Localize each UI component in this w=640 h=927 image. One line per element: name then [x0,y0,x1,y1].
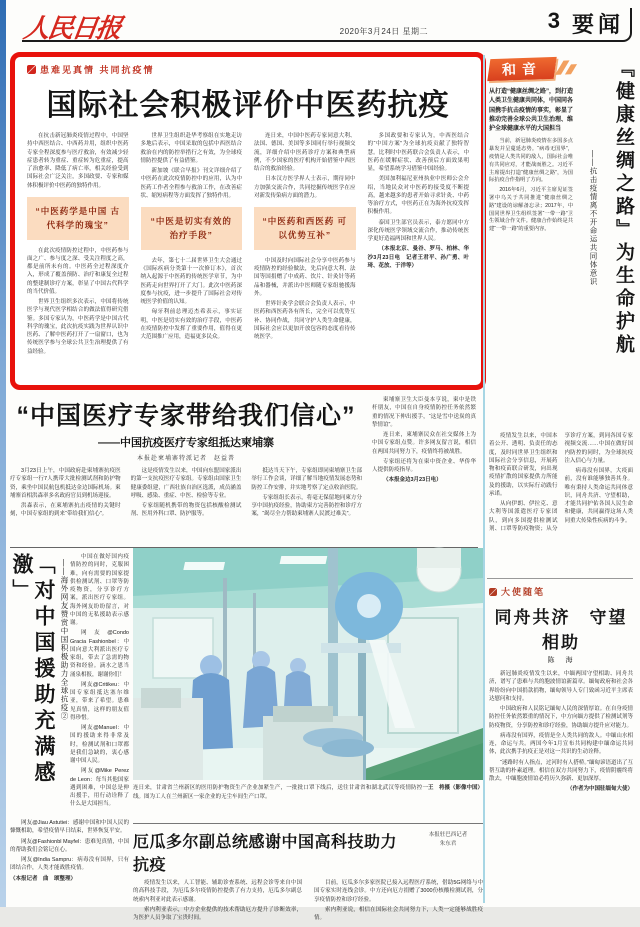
lead-subhead-1: “中医药学是中国 古代科学的瑰宝” [27,197,129,240]
photo-caption-text: 连日来，甘肃省兰州新区的医用防护物资生产企业加紧生产，一批批口罩下线后，送往甘肃省和湖北武汉等疫情防控一线。图为工人在兰州新区一家企业的无尘车间生产口罩。 [133,785,428,800]
ambassador-label-text: 大使随笔 [501,587,546,597]
cambodia-column-2: 这是疫情发生以来，中国向东盟国家派出的第一支抗疫医疗专家组。专家组由国家卫生健康委组建，广西壮族自治区选派，成员涵盖呼吸、感染、重症、中医、检验等专业。 专家组随机携带的物资包括核酸检测试剂、医用外科口罩、防护服等。 [130,468,242,518]
kicker-text: 患难见真情 共同抗疫情 [40,65,155,75]
ambassador-article-byline: 陈 海 [547,657,575,664]
photo-credit: 王 将摄（影像中国） [427,785,483,791]
lead-article-highlight-box [10,52,486,390]
lead-article-column-4: 多国政要和专家认为，中西医结合的“中国方案”为全球抗疫贡献了独特智慧。比利时中医药联合会负责人表示，中医药在缓解症状、改善预后方面效果明显，希望系统学习借鉴中国经验。 美国加利福尼亚州执业中医师公会介绍，当地民众对中医药的接受度不断提高，越来越多的患者开始寻求针灸、中药等治疗方式，中医药正在为海外抗疫发挥积极作用。 泰国卫生部官员表示，泰方愿同中方深化传统医学领域交流合作，推动传统医学更好造福两国和世界人民。 （本报北京、曼谷、罗马、柏林、华沙3月23日电 记者王君平、孙广勇、叶琦、花放、于洋等） [367,133,469,269]
ecuador-article-byline [413,829,483,849]
lead-article-column-3: 连日来，中国中医药专家同意大利、法国、德国、美国等多国同行举行视频交流，详细介绍中医药诊疗方案和典型病例，不少国家的医疗机构开始借鉴中西医结合的救治经验。 日本汉方医学界人士表示，期待同中方加强交流合作，共同挖掘传统医学在应对新发传染病方面的潜力。 “中医药和西医药 可以优势互补” 中国及时向国际社会分享中医药参与疫情防控的经验做法，先后向意大利、法国等国捐赠了中成药、饮片、针灸针等药品和器械，并派出中医师随专家组驰援海外。 世界针灸学会联合会负责人表示，中医药和西医药各有所长，完全可以优势互补、协同作战，共同守护人类生命健康，国际社会应以更加开放包容的态度看待传统医学。 [254,133,356,341]
netizens-column-bottom: 网友@Jiau Astutiei：感谢中国和中国人民的慷慨相助，希望疫情早日结束，世界恢复平安。 网友@Fashionbl Mayfel：患难见真情，中国的帮助我们会铭记在心。 网友@India Sampru：病毒没有国界，只有团结合作，人类才能战胜疫情。 （本报记者 曲 颂整理） [10,820,129,882]
ecuador-byline-line1: 本报驻巴西记者 [428,832,468,838]
heyin-body-bottom: 疫情发生以来，中国本着公开、透明、负责任的态度，及时同世界卫生组织和国际社会分享信息，开展药物和疫苗联合研发，向出现疫情扩散的国家提供力所能及的援助，以实际行动践行承诺。 从向伊朗、伊拉克、意大利等国派遣医疗专家团队，到向多国提供检测试剂、口罩等防疫物资；从分享诊疗方案，到同各国专家视频交流……中国在做好国内防控的同时，为全球抗疫注入信心与力量。 病毒没有国界，大疫面前，没有谁能够独善其身。唯有秉持人类命运共同体意识，同舟共济、守望相助，才能共同护佑各国人民生命和健康，共同赢得这场人类同重大传染性疾病的斗争。 [489,433,633,532]
heyin-banner [487,57,556,81]
vertical-divider [483,55,485,903]
ambassador-column-label [489,585,633,598]
cambodia-article-byline: 本报赴柬埔寨特派记者 赵益普 [136,456,235,462]
netizens-article-subtitle: ——海外网友赞赏中国积极助力全球抗疫② [60,559,69,721]
netizens-article-title: 「对中国援助充满感激」 [9,553,55,787]
ecuador-article-body: 疫情发生以来，人工智能、辅助诊查系统、远程会诊等来自中国的高科技手段，为厄瓜多尔疫情防控提供了有力支持，厄瓜多尔副总统索内利亚对此表示感谢。 索内利亚表示，中方企业提供的技术帮助厄方提升了诊断效率，为医护人员争取了宝贵时间。 目前，厄瓜多尔多家医院已接入远程医疗系统，借助5G网络与中国专家实时连线会诊。中方还向厄方捐赠了3000份核酸检测试剂，分享疫情防控和诊疗经验。 索内利亚说，相信在国际社会共同努力下，人类一定能够战胜疫情。 [133,880,483,921]
newspaper-logo: 人民日报 [21,14,122,44]
ecuador-article [133,829,483,921]
cambodia-column-1: 3月23日上午，中国政府赴柬埔寨抗疫医疗专家组一行7人携带大批检测试剂和防护物资，乘坐中国民航包机抵达金边国际机场。柬埔寨首相洪森率多名政府官员到机场迎接。 洪森表示，在柬埔寨抗击疫情的关键时刻，中国专家组的到来“带给我们信心”。 [10,468,121,518]
cambodia-article [10,396,476,544]
ambassador-article-body: 新冠肺炎疫情发生以来，中缅两国守望相助、同舟共济，谱写了患难与共的胞波情谊新篇章。缅甸政府和社会各界纷纷向中国捐款捐物，缅甸领导人专门致函习近平主席表达慰问和支持。 中国政府和人民铭记缅甸人民的深情厚谊。在自身疫情防控任务依然繁重的情况下，中方向缅方提供了检测试剂等防疫物资，分享防控和诊疗经验，协助缅方提升应对能力。 病毒没有国界，疫情是全人类共同的敌人。中缅山水相连，命运与共。两国今年1月宣布共同构建中缅命运共同体，此次携手抗疫正是对这一共识的生动诠释。 “迷路时有人指点，过河时有人搭桥。”缅甸谚语道出了互帮互助的朴素道理。相信在双方共同努力下，疫情阴霾终将散去，中缅胞波情谊必将历久弥新、更加深厚。 （作者为中国驻缅甸大使） [489,671,633,793]
page-number: 3 [547,8,562,33]
heyin-lead: 从打造“健康丝绸之路”，到打造人类卫生健康共同体，中国同各国携手抗击疫情的事实，彰显了推动完善全球公共卫生治理、维护全球健康水平的大国担当 [489,89,574,133]
ambassador-column [489,585,633,903]
scan-edge-strip [0,0,6,907]
lead-article-title: 国际社会积极评价中医药抗疫 [46,89,450,122]
ecuador-article-title: 厄瓜多尔副总统感谢中国高科技助力抗疫 [133,834,398,874]
cambodia-article-subtitle: ——中国抗疫医疗专家组抵达柬埔寨 [98,437,274,449]
ecuador-byline-line2: 朱东君 [439,840,457,847]
cambodia-column-3: 抵达当天下午，专家组即同柬埔寨卫生部举行工作会谈，详细了解当地疫情发展态势和防控工作安排，并实地考察了定点收治医院。 专家组组长表示，将毫无保留地同柬方分享中国抗疫经验，协助柬方完善防控和诊疗方案，“竭尽全力帮助柬埔寨人民渡过难关”。 [251,468,363,518]
kicker-badge-icon [27,65,36,74]
heyin-body-top: 当前，新冠肺炎疫情在多国多点暴发并呈蔓延态势。“病毒无国界”，疫情是人类共同的敌人，国际社会唯有共同应对，才能战而胜之。习近平主席提出打造“健康丝绸之路”，为国际抗疫合作指明了方向。 2016年6月，习近平主席见证签署中乌关于共同推进“健康丝绸之路”建设的谅解备忘录；2017年，中国同世界卫生组织签署“一带一路”卫生领域合作文件。健康合作始终是共建“一带一路”的重要内容。 [489,138,573,233]
netizens-article-credit: （本报记者 曲 颂整理） [10,875,77,882]
heyin-commentary [489,58,633,430]
lead-subhead-2: “中医是切实有效的 治疗手段” [141,207,243,250]
photo-illustration [133,548,483,780]
lead-subhead-3: “中医药和西医药 可以优势互补” [254,207,356,250]
lead-article-kicker [27,63,469,76]
photo-caption [133,784,483,802]
ambassador-badge-icon [489,588,497,596]
heyin-title: 『健康丝绸之路』为生命护航 [613,58,634,357]
netizens-column: 中国在做好国内疫情防控的同时，克服困难，向有需要的国家提供检测试剂、口罩等防疫物资，分享诊疗方案，派出医疗专家组。海外网友纷纷留言，对中国的无私援助表示感谢。 网友@Condo Gracia Fashionbel：中国向意大利派出医疗专家组，带去了急需的物资和经验。滴水之恩当涌泉相报，谢谢你们！ 网友@Critikeu：中国专家组抵达塞尔维亚，带来了希望。患难见真情，这样的朋友值得珍惜。 网友@Manuel：中国的援助来得非常及时，检测试剂和口罩都是我们急缺的，衷心感谢中国人民。 网友@Mike Perez de Leon：每当其他国家遇到困难，中国总是伸出援手，用行动诠释了什么是大国担当。 [70,554,129,808]
lead-article-credit: （本报北京、曼谷、罗马、柏林、华沙3月23日电 记者王君平、孙广勇、叶琦、花放、于洋等） [367,246,469,269]
cambodia-article-title: “中国医疗专家带给我们信心” [16,402,356,430]
lead-article-column-1: 在抗击新冠肺炎疫情过程中，中国坚持中西医结合、中西药并用，组织中医药专家全程深度参与医疗救治，有效减少轻症患者转为重症、重症转为危重症，提高了治愈率、降低了病亡率，相关经验受到国际社会广泛关注，多国政要、专家和媒体积极评价中医药的独特作用。 “中医药学是中国 古代科学的瑰宝” 在此次疫情防控过程中，中医药参与面之广、参与度之深、受关注程度之高，都是前所未有的。中医药全过程深度介入，形成了覆盖预防、治疗和康复全过程的整建制诊疗方案，彰显了中国古代科学的当代价值。 世界卫生组织多次表示，中国将传统医学与现代医学相结合的做法值得研究借鉴。多国专家认为，中医药学是中国古代科学的瑰宝，此次抗疫实践为世界认识中医药、了解中医药打开了一扇窗口，也为传统医学参与全球公共卫生治理提供了有益经验。 [27,133,129,355]
lead-article-column-2: 世界卫生组织赴华考察组在实地走访多地后表示，中国采取的包括中西医结合救治在内的防控举措行之有效，为全球疫情防控提供了有益借鉴。 新加坡《联合早报》刊文详细介绍了中医药在此次疫情防控中的应用，认为中医药工作者全程参与救治工作，在改善症状、缩短病程等方面发挥了独特作用。 “中医是切实有效的 治疗手段” 去年，第七十二届世界卫生大会通过《国际疾病分类第十一次修订本》，首次纳入起源于中医药的传统医学章节，为中医药走向世界打开了大门。此次中医药深度参与抗疫，进一步提升了国际社会对传统医学价值的认知。 匈牙利前总理迈杰希表示，事实证明，中医是切实有效的治疗手段，中医药在疫情防控中发挥了重要作用，值得在更大范围推广应用，造福更多民众。 [140,133,242,341]
cambodia-article-credit: （本报金边3月23日电） [383,477,442,484]
ambassador-article-title: 同舟共济 守望相助 [494,608,628,652]
mask-factory-photo [133,548,483,780]
netizens-article [10,553,129,905]
horizontal-divider [487,578,633,579]
section-title: 要闻 [571,12,624,37]
horizontal-divider [133,823,483,824]
heyin-label: 和音 [501,60,543,78]
cambodia-column-4: 柬埔寨卫生大臣曼本亨说，柬中是铁杆朋友，中国在自身疫情防控任务依然繁重的情况下伸出援手，“这是雪中送炭的真挚情谊”。 连日来，柬埔寨民众在社交媒体上为中国专家组点赞。许多网友留言说，相信在两国共同努力下，疫情终将被战胜。 专家组还将为在柬中资企业、华侨华人提供防疫指导。 （本报金边3月23日电） [372,397,476,484]
edition-date: 2020年3月24日 星期二 [339,27,428,36]
heyin-subtitle: ——抗击疫情离不开命运共同体意识 [589,150,598,286]
